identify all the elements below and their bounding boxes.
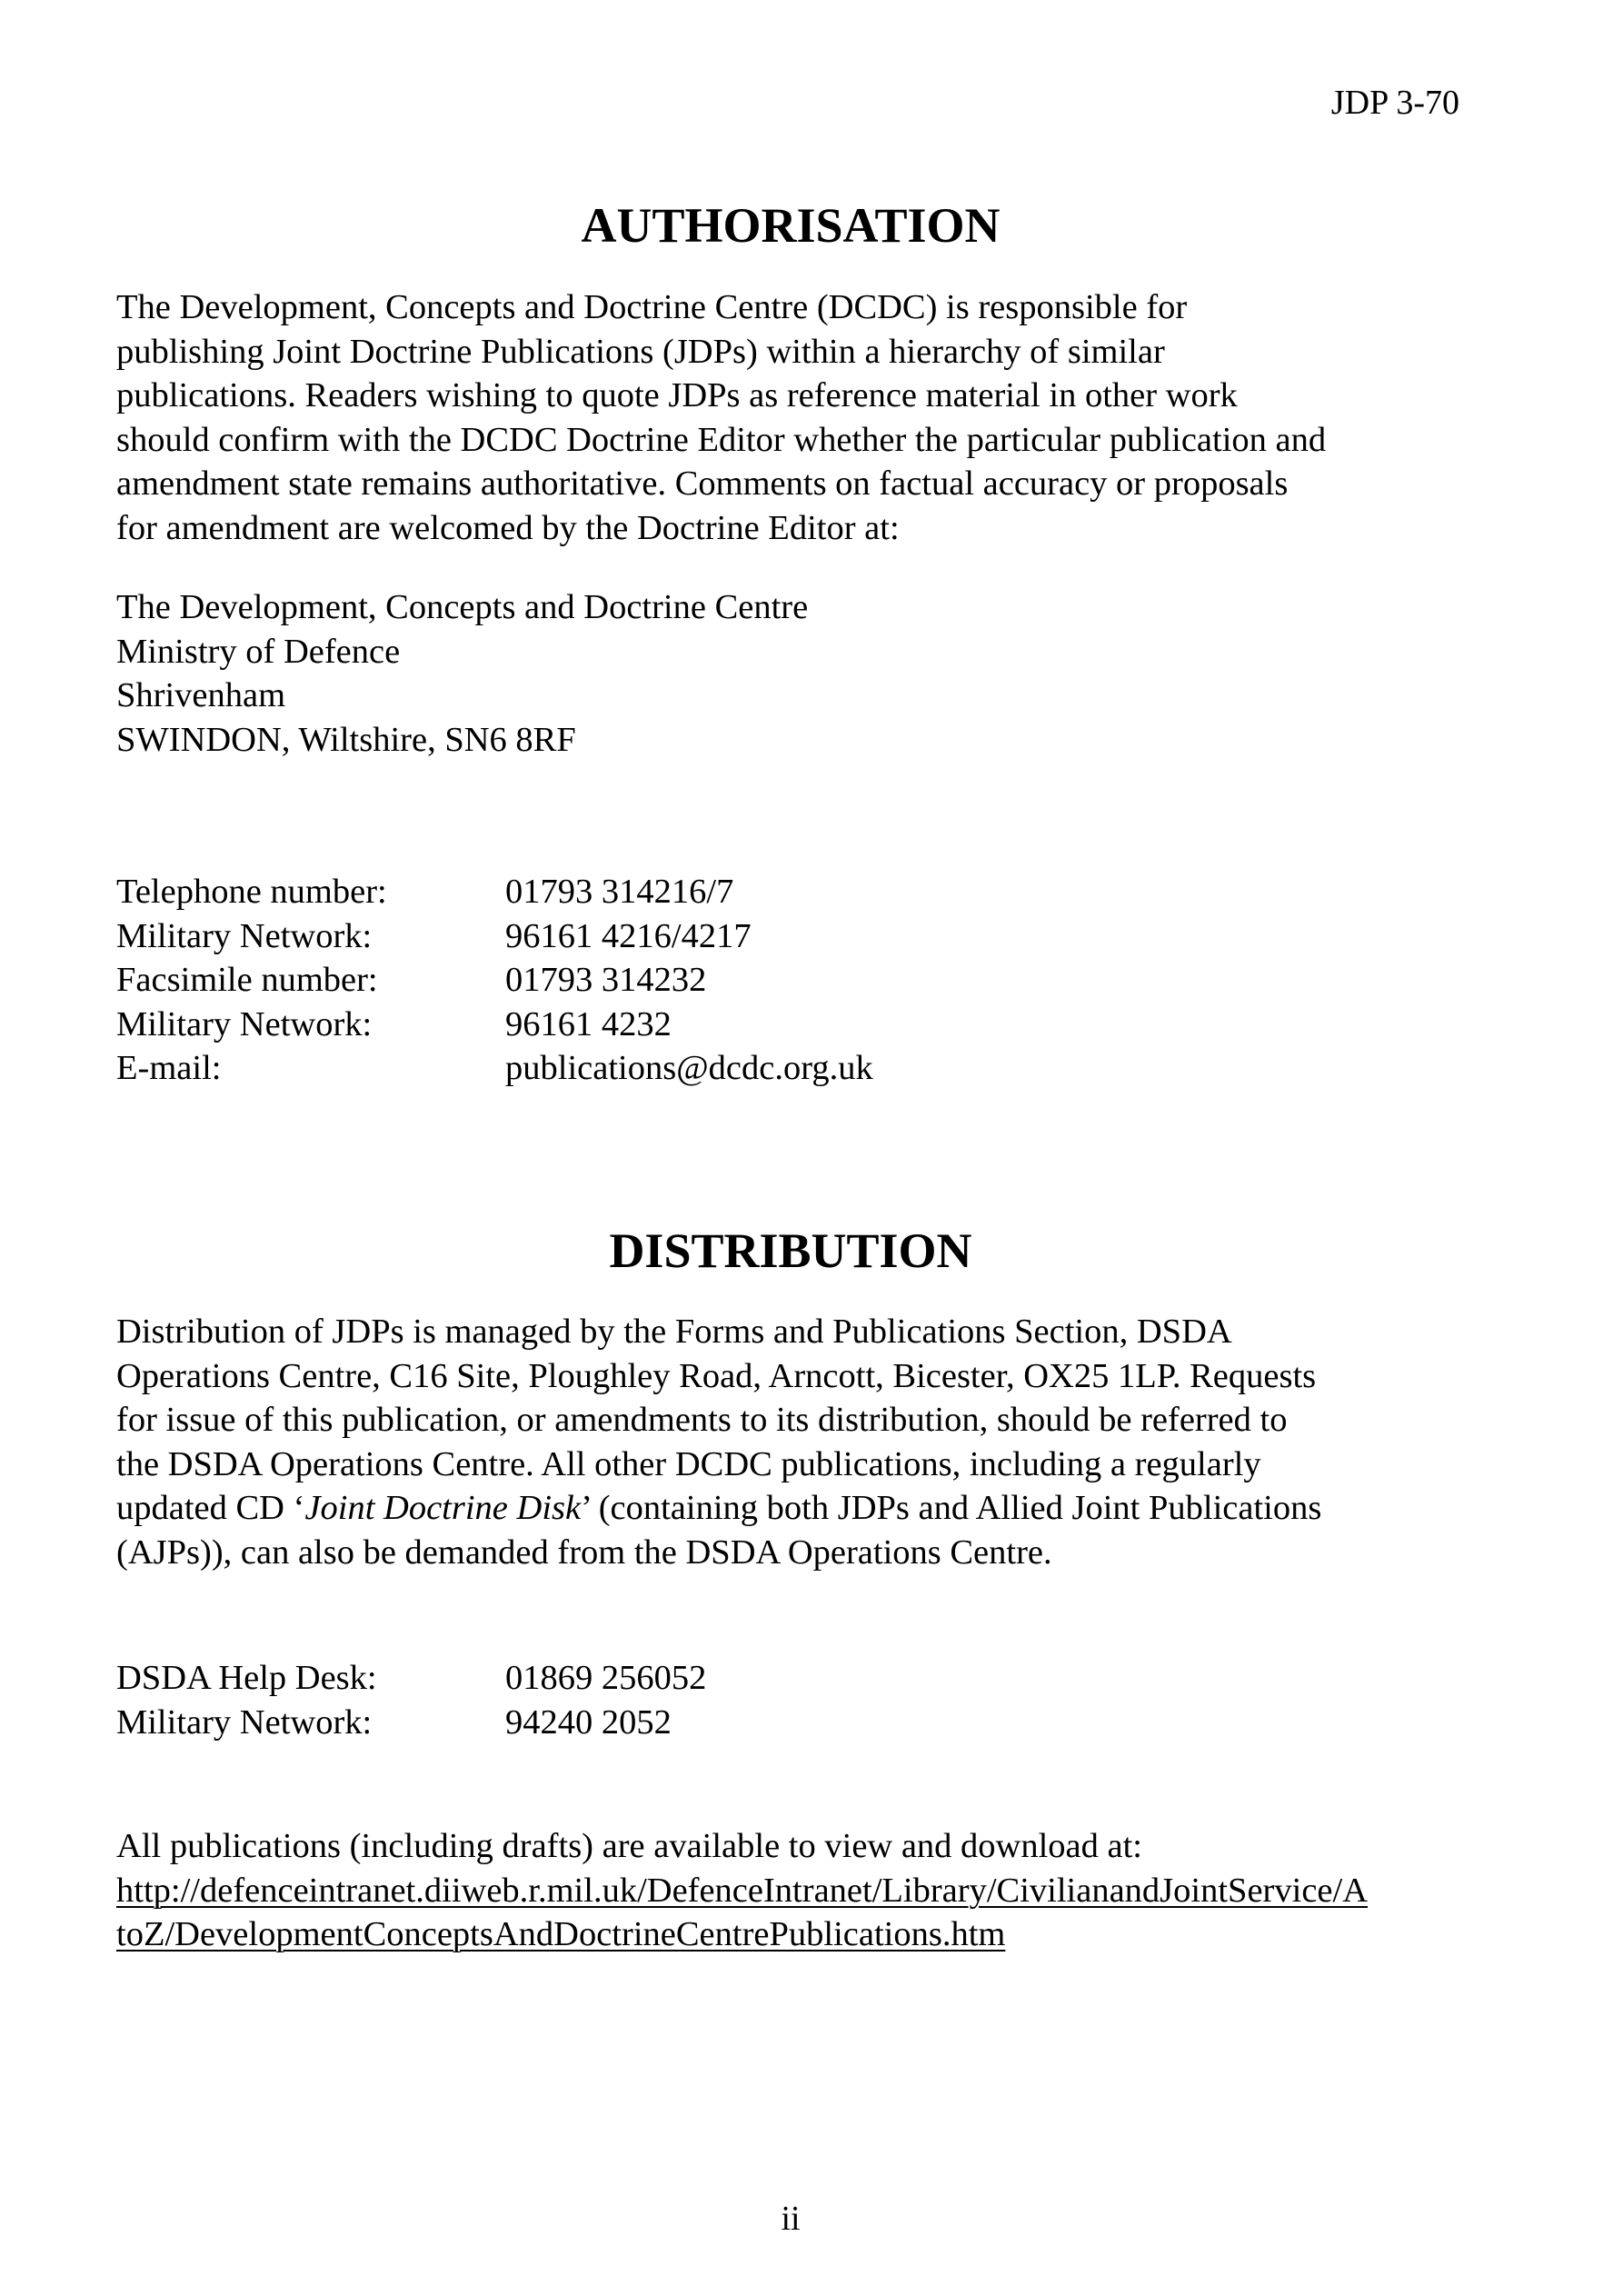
contact-row (116, 870, 873, 914)
text-segment: updated CD ‘ (116, 1489, 305, 1527)
contact-row (116, 914, 873, 959)
text-line: for amendment are welcomed by the Doctrine Editor at: (116, 508, 900, 547)
text-line: amendment state remains authoritative. Comments on factual accuracy or proposals (116, 464, 1289, 503)
availability-text: All publications (including drafts) are available to view and download at: (116, 1827, 1143, 1865)
authorisation-contact-table (116, 870, 873, 1091)
email-link[interactable]: publications@dcdc.org.uk (505, 1049, 873, 1087)
text-line: publishing Joint Doctrine Publications (JDPs) within a hierarchy of similar (116, 332, 1165, 371)
availability-block (116, 1824, 1461, 1957)
contact-label: Military Network: (116, 1702, 373, 1742)
text-line: Operations Centre, C16 Site, Ploughley Road, Arncott, Bicester, OX25 1LP. Requests (116, 1356, 1317, 1395)
address-line: The Development, Concepts and Doctrine Centre (116, 588, 809, 626)
address-line: Shrivenham (116, 676, 286, 714)
text-line (116, 1486, 1461, 1531)
url-line[interactable]: http://defenceintranet.diiweb.r.mil.uk/DefenceIntranet/Library/CivilianandJointService/A (116, 1871, 1368, 1910)
page-number: ii (781, 2200, 801, 2238)
text-line: publications. Readers wishing to quote JDPs as reference material in other work (116, 376, 1238, 414)
contact-label: Facsimile number: (116, 961, 378, 999)
address-line: SWINDON, Wiltshire, SN6 8RF (116, 720, 576, 759)
contact-label: Military Network: (116, 1004, 373, 1043)
contact-row (116, 1701, 706, 1745)
contact-row (116, 1046, 873, 1091)
postal-address (116, 585, 1461, 762)
publications-url-link[interactable] (116, 1869, 1461, 1957)
address-line: Ministry of Defence (116, 632, 401, 671)
distribution-contact-table (116, 1656, 706, 1744)
url-line[interactable]: toZ/DevelopmentConceptsAndDoctrineCentrePublications.htm (116, 1915, 1006, 1953)
contact-value: 94240 2052 (505, 1702, 672, 1742)
contact-value: 01869 256052 (505, 1659, 707, 1697)
contact-label: Telephone number: (116, 873, 387, 911)
text-line: Distribution of JDPs is managed by the Forms and Publications Section, DSDA (116, 1313, 1232, 1351)
contact-value: 01793 314216/7 (505, 873, 734, 911)
authorisation-heading: AUTHORISATION (581, 198, 1001, 253)
contact-value: 96161 4232 (505, 1004, 672, 1043)
distribution-heading: DISTRIBUTION (609, 1223, 972, 1278)
contact-value: 01793 314232 (505, 961, 707, 999)
contact-row (116, 958, 873, 1003)
text-line: (AJPs)), can also be demanded from the DSDA Operations Centre. (116, 1532, 1052, 1572)
text-line: The Development, Concepts and Doctrine Centre (DCDC) is responsible for (116, 288, 1188, 326)
text-line: should confirm with the DCDC Doctrine Editor whether the particular publication and (116, 420, 1327, 459)
contact-row (116, 1003, 873, 1047)
publication-title: Joint Doctrine Disk (304, 1489, 582, 1527)
contact-label: DSDA Help Desk: (116, 1659, 377, 1697)
contact-label: E-mail: (116, 1049, 222, 1087)
document-reference: JDP 3-70 (1330, 84, 1459, 122)
text-line: for issue of this publication, or amendments to its distribution, should be referred to (116, 1401, 1288, 1439)
authorisation-paragraph (116, 285, 1461, 550)
contact-label: Military Network: (116, 916, 373, 955)
distribution-paragraph (116, 1310, 1461, 1574)
contact-value: 96161 4216/4217 (505, 916, 752, 955)
text-line: the DSDA Operations Centre. All other DCDC publications, including a regularly (116, 1444, 1261, 1483)
contact-row (116, 1656, 706, 1701)
text-segment: ’ (containing both JDPs and Allied Joint Publications (581, 1489, 1322, 1527)
